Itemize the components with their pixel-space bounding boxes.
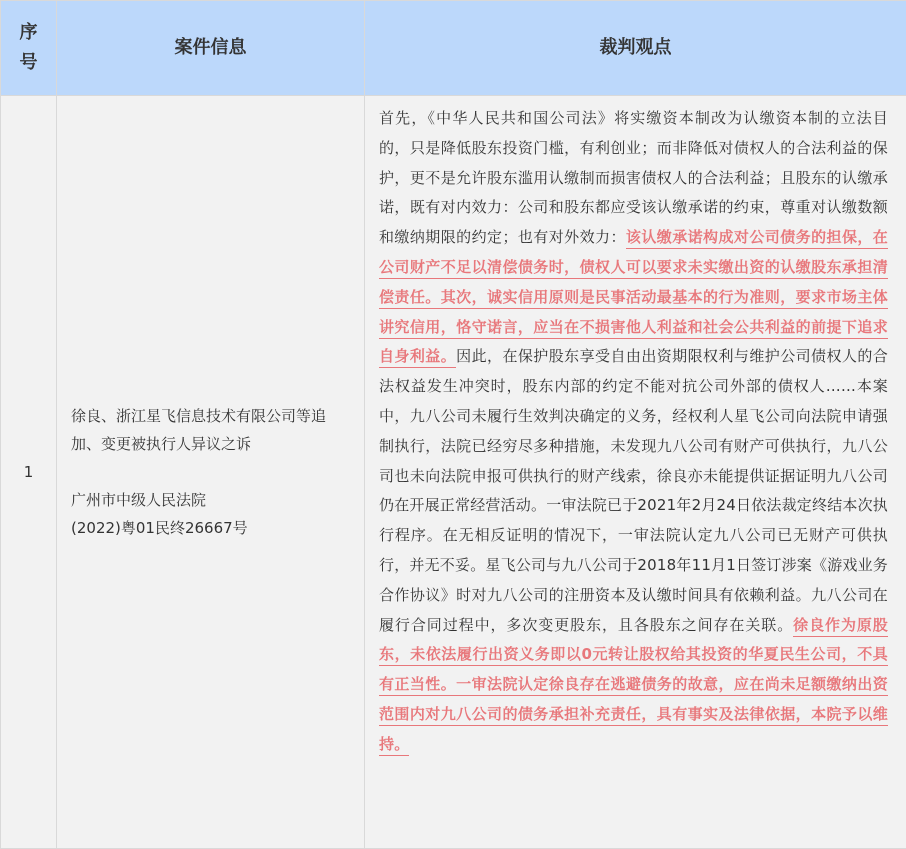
header-opinion: 裁判观点 (365, 1, 906, 96)
case-info-cell (57, 96, 365, 849)
row-index: 1 (1, 96, 57, 849)
case-parties: 徐良、浙江星飞信息技术有限公司等追加、变更被执行人异议之诉 (71, 402, 350, 458)
header-index-label: 序 号 (20, 22, 38, 73)
table-header-row (1, 1, 906, 96)
header-case-info: 案件信息 (57, 1, 365, 96)
court-name: 广州市中级人民法院 (71, 486, 350, 514)
table-row (1, 96, 906, 849)
header-index (1, 1, 57, 96)
opinion-segment-0: 首先，《中华人民共和国公司法》将实缴资本制改为认缴资本制的立法目的，只是降低股东投资门槛，有利创业；而非降低对债权人的合法利益的保护，更不是允许股东滥用认缴制而损害债权人的合法利益；且股东的认缴承诺，既有对内效力：公司和股东都应受该认缴承诺的约束，尊重对认缴数额和缴纳期限的约定；也有对外效力： (379, 109, 888, 246)
opinion-highlight-3: 徐良作为原股东，未依法履行出资义务即以0元转让股权给其投资的华夏民生公司，不具有正当性。一审法院认定徐良存在逃避债务的故意，应在尚未足额缴纳出资范围内对九八公司的债务承担补充责任，具有事实及法律依据，本院予以维持。 (379, 616, 888, 756)
opinion-cell (365, 96, 906, 849)
opinion-segment-2: 因此，在保护股东享受自由出资期限权利与维护公司债权人的合法权益发生冲突时，股东内部的约定不能对抗公司外部的债权人……本案中，九八公司未履行生效判决确定的义务，经权利人星飞公司向法院申请强制执行，法院已经穷尽多种措施，未发现九八公司有财产可供执行，九八公司也未向法院申报可供执行的财产线索，徐良亦未能提供证据证明九八公司仍在开展正常经营活动。一审法院已于2021年2月24日依法裁定终结本次执行程序。在无相反证明的情况下，一审法院认定九八公司已无财产可供执行，并无不妥。星飞公司与九八公司于2018年11月1日签订涉案《游戏业务合作协议》时对九八公司的注册资本及认缴时间具有依赖利益。九八公司在履行合同过程中，多次变更股东，且各股东之间存在关联。 (379, 347, 888, 633)
opinion-highlight-1: 该认缴承诺构成对公司债务的担保，在公司财产不足以清偿债务时，债权人可以要求未实缴出资的认缴股东承担清偿责任。其次，诚实信用原则是民事活动最基本的行为准则，要求市场主体讲究信用，恪守诺言，应当在不损害他人利益和社会公共利益的前提下追求自身利益。 (379, 228, 888, 368)
case-number: (2022)粤01民终26667号 (71, 514, 350, 542)
